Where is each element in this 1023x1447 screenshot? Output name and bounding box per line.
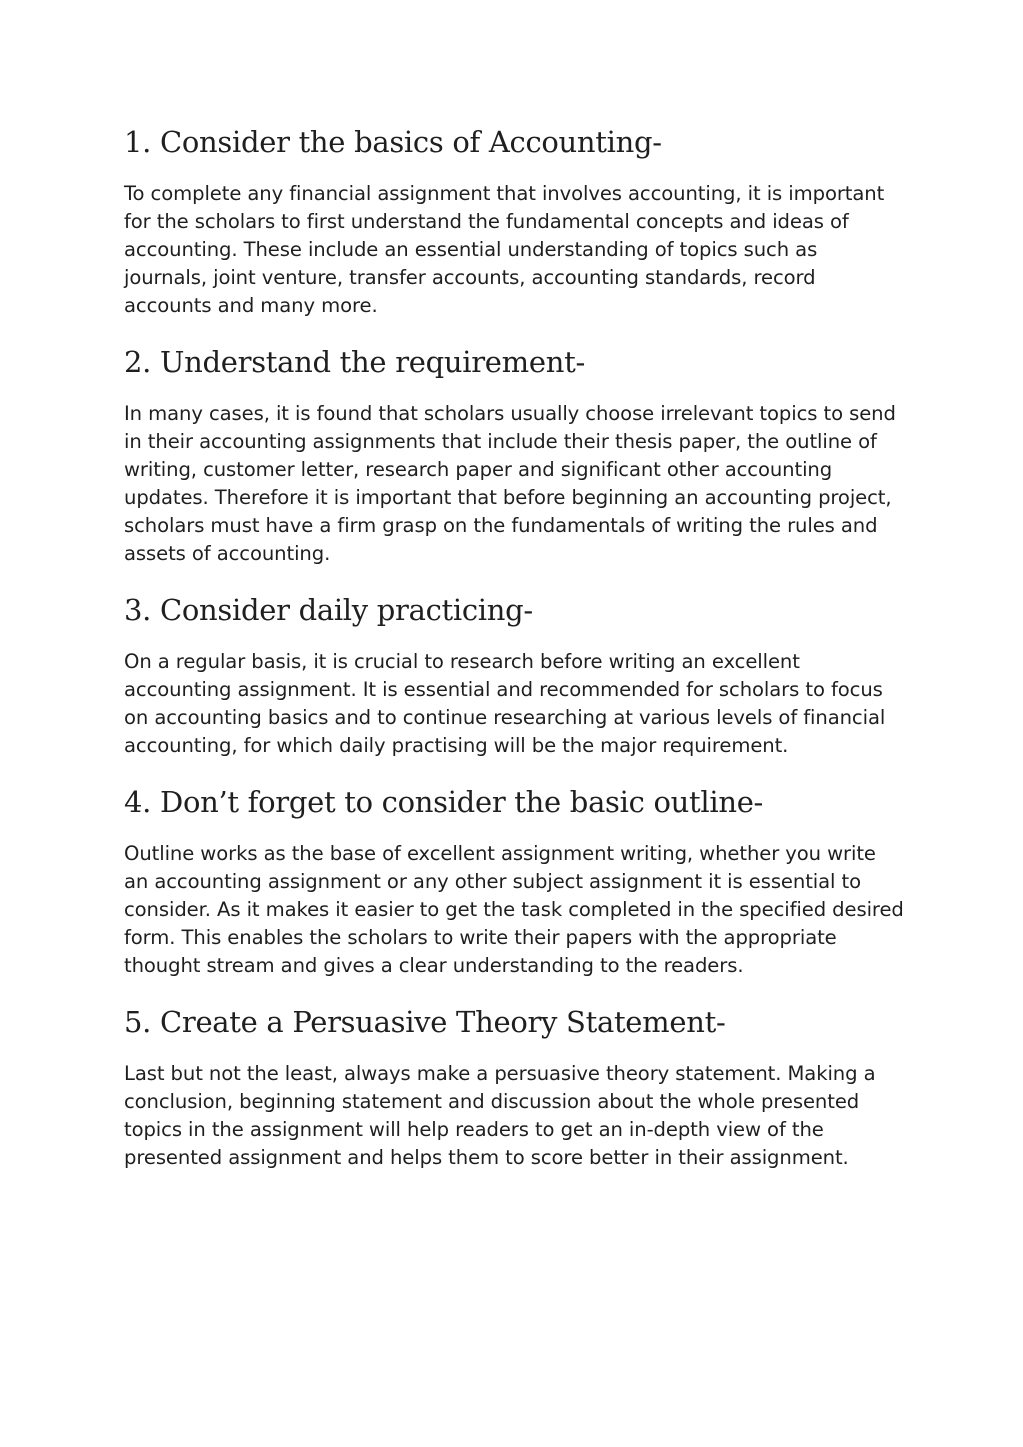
section-heading: 2. Understand the requirement-: [124, 345, 585, 379]
section-basics-of-accounting: [124, 122, 904, 320]
document-page: [124, 122, 904, 1194]
section-heading: 4. Don’t forget to consider the basic outline-: [124, 785, 764, 819]
section-paragraph: Outline works as the base of excellent assignment writing, whether you write an accounting assignment or any other subject assignment it is essential to consider. As it makes it easier to get the task completed in the specified desired form. This enables the scholars to write their papers with the appropriate thought stream and gives a clear understanding to the readers.: [124, 842, 904, 977]
section-paragraph: To complete any financial assignment that involves accounting, it is important for the scholars to first understand the fundamental concepts and ideas of accounting. These include an essential understanding of topics such as journals, joint venture, transfer accounts, accounting standards, record accounts and many more.: [124, 182, 885, 317]
section-paragraph: In many cases, it is found that scholars usually choose irrelevant topics to send in their accounting assignments that include their thesis paper, the outline of writing, customer letter, research paper and significant other accounting updates. Therefore it is important that before beginning an accounting project, scholars must have a firm grasp on the fundamentals of writing the rules and assets of accounting.: [124, 402, 896, 565]
section-basic-outline: [124, 782, 904, 980]
section-heading: 1. Consider the basics of Accounting-: [124, 125, 662, 159]
section-heading: 5. Create a Persuasive Theory Statement-: [124, 1005, 726, 1039]
section-understand-requirement: [124, 342, 904, 568]
section-persuasive-theory-statement: [124, 1002, 904, 1172]
section-paragraph: On a regular basis, it is crucial to research before writing an excellent accounting assignment. It is essential and recommended for scholars to focus on accounting basics and to continue researching at various levels of financial accounting, for which daily practising will be the major requirement.: [124, 650, 886, 757]
section-daily-practicing: [124, 590, 904, 760]
section-paragraph: Last but not the least, always make a persuasive theory statement. Making a conclusion, beginning statement and discussion about the whole presented topics in the assignment will help readers to get an in-depth view of the presented assignment and helps them to score better in their assignment.: [124, 1062, 876, 1169]
section-heading: 3. Consider daily practicing-: [124, 593, 533, 627]
